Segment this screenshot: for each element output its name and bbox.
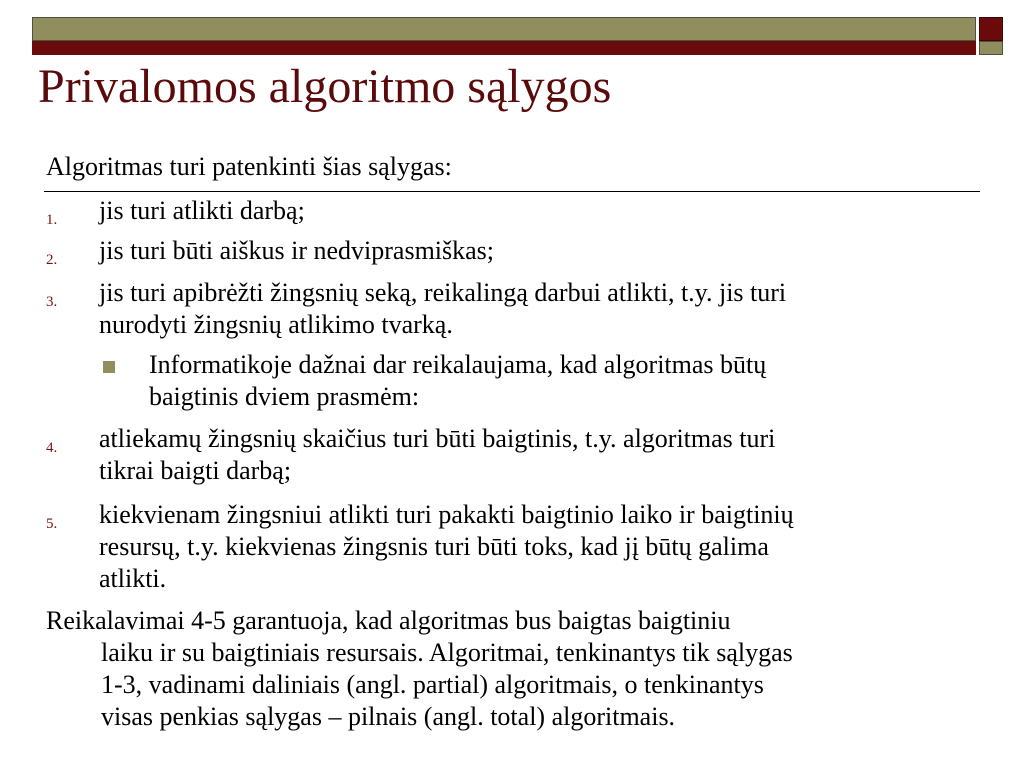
list-item-text: atlikti. (99, 564, 167, 593)
list-item-text: jis turi būti aiškus ir nedviprasmiškas; (99, 236, 495, 265)
slide-title: Privalomos algoritmo sąlygos (38, 60, 612, 113)
sub-bullet-text: baigtinis dviem prasmėm: (149, 382, 420, 411)
list-number: 5. (46, 516, 58, 532)
list-item-text: jis turi atlikti darbą; (99, 196, 305, 225)
square-bullet-icon (103, 361, 115, 373)
list-item-text: kiekvienam žingsniui atlikti turi pakakti baigtinio laiko ir baigtinių (99, 500, 794, 529)
header-band (32, 17, 976, 41)
corner-square-olive (979, 41, 1003, 55)
header-stripe (32, 41, 976, 55)
closing-text: laiku ir su baigtiniais resursais. Algoritmai, tenkinantys tik sąlygas (101, 638, 793, 667)
sub-bullet-text: Informatikoje dažnai dar reikalaujama, kad algoritmas būtų (149, 350, 767, 379)
list-number: 4. (46, 440, 58, 456)
list-item-text: atliekamų žingsnių skaičius turi būti baigtinis, t.y. algoritmas turi (99, 424, 776, 453)
list-item-text: tikrai baigti darbą; (99, 456, 292, 485)
intro-text: Algoritmas turi patenkinti šias sąlygas: (46, 152, 452, 181)
list-number: 1. (46, 212, 58, 228)
list-item-text: resursų, t.y. kiekvienas žingsnis turi būti toks, kad jį būtų galima (99, 532, 769, 561)
list-number: 2. (46, 252, 58, 268)
list-number: 3. (46, 294, 58, 310)
separator-line (44, 191, 980, 192)
closing-text: 1-3, vadinami daliniais (angl. partial) algoritmais, o tenkinantys (101, 670, 764, 699)
list-item-text: nurodyti žingsnių atlikimo tvarką. (99, 310, 453, 339)
closing-text: Reikalavimai 4-5 garantuoja, kad algoritmas bus baigtas baigtiniu (46, 606, 731, 635)
list-item-text: jis turi apibrėžti žingsnių seką, reikalingą darbui atlikti, t.y. jis turi (99, 278, 787, 307)
corner-square-maroon (979, 17, 1003, 41)
closing-text: visas penkias sąlygas – pilnais (angl. total) algoritmais. (101, 702, 676, 731)
